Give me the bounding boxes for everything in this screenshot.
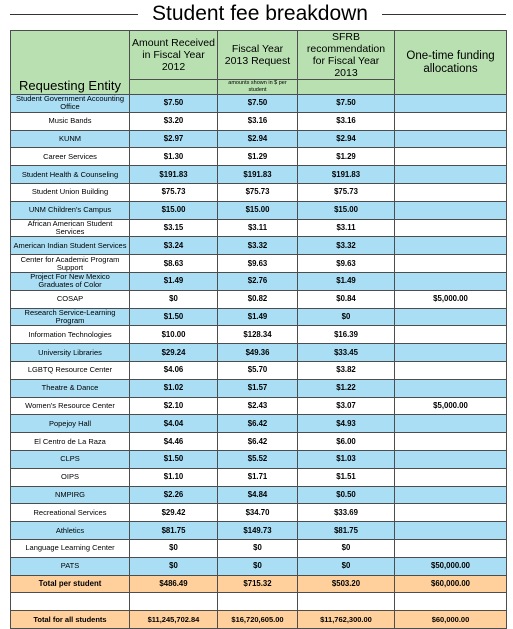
fy2012-cell: $0 bbox=[130, 557, 218, 575]
header-fy2012: Amount Received in Fiscal Year 2012 bbox=[130, 31, 218, 80]
one-time-cell bbox=[395, 95, 507, 113]
header-sfrb: SFRB recommendation for Fiscal Year 2013 bbox=[298, 31, 395, 80]
fy2012-cell: $1.10 bbox=[130, 468, 218, 486]
fy2012-cell: $75.73 bbox=[130, 183, 218, 201]
fy2012-cell: $1.30 bbox=[130, 148, 218, 166]
fy2012-cell: $3.24 bbox=[130, 237, 218, 255]
table-row bbox=[11, 166, 507, 184]
table-row bbox=[11, 219, 507, 237]
entity-cell: COSAP bbox=[11, 290, 130, 308]
table-row bbox=[11, 415, 507, 433]
sfrb-cell: $16.39 bbox=[298, 326, 395, 344]
total-per-student-row bbox=[11, 575, 507, 593]
sfrb-cell: $191.83 bbox=[298, 166, 395, 184]
one-time-cell bbox=[395, 308, 507, 326]
entity-cell: African American Student Services bbox=[11, 219, 130, 237]
one-time-cell bbox=[395, 504, 507, 522]
table-row bbox=[11, 397, 507, 415]
sfrb-cell: $4.93 bbox=[298, 415, 395, 433]
entity-cell: University Libraries bbox=[11, 344, 130, 362]
fy2012-cell: $3.15 bbox=[130, 219, 218, 237]
table-row bbox=[11, 557, 507, 575]
fy2012-cell: $1.02 bbox=[130, 379, 218, 397]
sfrb-cell: $3.32 bbox=[298, 237, 395, 255]
one-time-cell bbox=[395, 468, 507, 486]
fy2013-cell: $2.43 bbox=[218, 397, 298, 415]
fy2013-cell: $4.84 bbox=[218, 486, 298, 504]
entity-cell: LGBTQ Resource Center bbox=[11, 361, 130, 379]
table-row bbox=[11, 237, 507, 255]
fy2013-cell: $2.76 bbox=[218, 272, 298, 290]
fy2012-cell: $15.00 bbox=[130, 201, 218, 219]
fy2012-cell: $191.83 bbox=[130, 166, 218, 184]
sfrb-cell: $3.07 bbox=[298, 397, 395, 415]
spacer-cell bbox=[11, 593, 130, 611]
total-per-student-row-fy2012-cell: $486.49 bbox=[130, 575, 218, 593]
entity-cell: NMPIRG bbox=[11, 486, 130, 504]
fy2013-cell: $1.57 bbox=[218, 379, 298, 397]
sfrb-cell: $0 bbox=[298, 539, 395, 557]
fy2013-cell: $34.70 bbox=[218, 504, 298, 522]
sfrb-cell: $0.50 bbox=[298, 486, 395, 504]
one-time-cell bbox=[395, 237, 507, 255]
header-one-time: One-time funding allocations bbox=[395, 31, 507, 95]
fy2012-cell: $0 bbox=[130, 539, 218, 557]
spacer-cell bbox=[130, 593, 218, 611]
fy2013-cell: $75.73 bbox=[218, 183, 298, 201]
table-row bbox=[11, 308, 507, 326]
entity-cell: KUNM bbox=[11, 130, 130, 148]
one-time-cell bbox=[395, 361, 507, 379]
entity-cell: Language Learning Center bbox=[11, 539, 130, 557]
fy2013-cell: $15.00 bbox=[218, 201, 298, 219]
total-all-students-row bbox=[11, 611, 507, 629]
one-time-cell bbox=[395, 255, 507, 273]
sfrb-cell: $2.94 bbox=[298, 130, 395, 148]
sfrb-cell: $7.50 bbox=[298, 95, 395, 113]
title-bar bbox=[0, 0, 513, 28]
sfrb-cell: $1.51 bbox=[298, 468, 395, 486]
entity-cell: OIPS bbox=[11, 468, 130, 486]
entity-cell: Popejoy Hall bbox=[11, 415, 130, 433]
table-row bbox=[11, 112, 507, 130]
page-title: Student fee breakdown bbox=[152, 2, 368, 25]
entity-cell: Research Service-Learning Program bbox=[11, 308, 130, 326]
fy2013-cell: $1.49 bbox=[218, 308, 298, 326]
sfrb-cell: $1.49 bbox=[298, 272, 395, 290]
total-per-student-row-one-time-cell: $60,000.00 bbox=[395, 575, 507, 593]
entity-cell: Career Services bbox=[11, 148, 130, 166]
fy2012-cell: $10.00 bbox=[130, 326, 218, 344]
title-rule-left bbox=[10, 14, 138, 15]
units-blank bbox=[298, 80, 395, 95]
table-row bbox=[11, 539, 507, 557]
sfrb-cell: $33.45 bbox=[298, 344, 395, 362]
table-row bbox=[11, 361, 507, 379]
table-row bbox=[11, 433, 507, 451]
spacer-cell bbox=[298, 593, 395, 611]
entity-cell: Information Technologies bbox=[11, 326, 130, 344]
spacer-row bbox=[11, 593, 507, 611]
sfrb-cell: $81.75 bbox=[298, 522, 395, 540]
table-row bbox=[11, 468, 507, 486]
one-time-cell bbox=[395, 166, 507, 184]
one-time-cell bbox=[395, 130, 507, 148]
one-time-cell: $5,000.00 bbox=[395, 290, 507, 308]
fy2012-cell: $2.26 bbox=[130, 486, 218, 504]
fy2013-cell: $6.42 bbox=[218, 415, 298, 433]
entity-cell: Athletics bbox=[11, 522, 130, 540]
sfrb-cell: $3.82 bbox=[298, 361, 395, 379]
fy2013-cell: $149.73 bbox=[218, 522, 298, 540]
header-entity: Requesting Entity bbox=[11, 31, 130, 95]
fee-table bbox=[10, 30, 507, 629]
one-time-cell bbox=[395, 522, 507, 540]
spacer-cell bbox=[395, 593, 507, 611]
table-row bbox=[11, 450, 507, 468]
table-row bbox=[11, 183, 507, 201]
fy2012-cell: $1.50 bbox=[130, 308, 218, 326]
one-time-cell bbox=[395, 379, 507, 397]
table-row bbox=[11, 272, 507, 290]
total-all-students-row-fy2012-cell: $11,245,702.84 bbox=[130, 611, 218, 629]
sfrb-cell: $6.00 bbox=[298, 433, 395, 451]
header-row bbox=[11, 31, 507, 80]
table-row bbox=[11, 326, 507, 344]
table-row bbox=[11, 344, 507, 362]
entity-cell: CLPS bbox=[11, 450, 130, 468]
fy2013-cell: $3.16 bbox=[218, 112, 298, 130]
total-all-students-row-label: Total for all students bbox=[11, 611, 130, 629]
one-time-cell bbox=[395, 201, 507, 219]
one-time-cell bbox=[395, 415, 507, 433]
sfrb-cell: $3.11 bbox=[298, 219, 395, 237]
fy2013-cell: $7.50 bbox=[218, 95, 298, 113]
entity-cell: Theatre & Dance bbox=[11, 379, 130, 397]
fy2013-cell: $0 bbox=[218, 557, 298, 575]
entity-cell: Recreational Services bbox=[11, 504, 130, 522]
total-per-student-row-sfrb-cell: $503.20 bbox=[298, 575, 395, 593]
one-time-cell bbox=[395, 433, 507, 451]
sfrb-cell: $1.03 bbox=[298, 450, 395, 468]
one-time-cell: $5,000.00 bbox=[395, 397, 507, 415]
fy2013-cell: $0 bbox=[218, 539, 298, 557]
entity-cell: Student Union Building bbox=[11, 183, 130, 201]
table-row bbox=[11, 504, 507, 522]
fy2013-cell: $2.94 bbox=[218, 130, 298, 148]
sfrb-cell: $9.63 bbox=[298, 255, 395, 273]
fy2013-cell: $128.34 bbox=[218, 326, 298, 344]
title-rule-right bbox=[382, 14, 506, 15]
one-time-cell bbox=[395, 344, 507, 362]
table-row bbox=[11, 522, 507, 540]
sfrb-cell: $0 bbox=[298, 308, 395, 326]
sfrb-cell: $1.22 bbox=[298, 379, 395, 397]
fy2013-cell: $49.36 bbox=[218, 344, 298, 362]
fy2013-cell: $5.70 bbox=[218, 361, 298, 379]
fy2012-cell: $29.24 bbox=[130, 344, 218, 362]
fy2013-cell: $6.42 bbox=[218, 433, 298, 451]
fy2012-cell: $3.20 bbox=[130, 112, 218, 130]
table-row bbox=[11, 148, 507, 166]
one-time-cell: $50,000.00 bbox=[395, 557, 507, 575]
table-row bbox=[11, 130, 507, 148]
one-time-cell bbox=[395, 450, 507, 468]
entity-cell: El Centro de La Raza bbox=[11, 433, 130, 451]
fy2012-cell: $4.04 bbox=[130, 415, 218, 433]
entity-cell: UNM Children's Campus bbox=[11, 201, 130, 219]
header-fy2013-request: Fiscal Year 2013 Request bbox=[218, 31, 298, 80]
entity-cell: American Indian Student Services bbox=[11, 237, 130, 255]
entity-cell: Student Health & Counseling bbox=[11, 166, 130, 184]
one-time-cell bbox=[395, 112, 507, 130]
sfrb-cell: $15.00 bbox=[298, 201, 395, 219]
fy2012-cell: $1.49 bbox=[130, 272, 218, 290]
fy2012-cell: $2.97 bbox=[130, 130, 218, 148]
sfrb-cell: $75.73 bbox=[298, 183, 395, 201]
fy2013-cell: $9.63 bbox=[218, 255, 298, 273]
total-all-students-row-one-time-cell: $60,000.00 bbox=[395, 611, 507, 629]
fy2012-cell: $29.42 bbox=[130, 504, 218, 522]
units-note: amounts shown in $ per student bbox=[218, 80, 298, 95]
table-row bbox=[11, 486, 507, 504]
fy2013-cell: $5.52 bbox=[218, 450, 298, 468]
one-time-cell bbox=[395, 219, 507, 237]
sfrb-cell: $3.16 bbox=[298, 112, 395, 130]
fee-table-body bbox=[11, 95, 507, 629]
entity-cell: Center for Academic Program Support bbox=[11, 255, 130, 273]
total-all-students-row-fy2013-cell: $16,720,605.00 bbox=[218, 611, 298, 629]
table-row bbox=[11, 379, 507, 397]
fy2012-cell: $4.06 bbox=[130, 361, 218, 379]
units-blank bbox=[130, 80, 218, 95]
one-time-cell bbox=[395, 148, 507, 166]
spacer-cell bbox=[218, 593, 298, 611]
fy2013-cell: $1.71 bbox=[218, 468, 298, 486]
entity-cell: PATS bbox=[11, 557, 130, 575]
table-row bbox=[11, 95, 507, 113]
fy2013-cell: $0.82 bbox=[218, 290, 298, 308]
table-row bbox=[11, 201, 507, 219]
fy2012-cell: $0 bbox=[130, 290, 218, 308]
one-time-cell bbox=[395, 486, 507, 504]
sfrb-cell: $0.84 bbox=[298, 290, 395, 308]
fy2012-cell: $4.46 bbox=[130, 433, 218, 451]
fy2013-cell: $3.32 bbox=[218, 237, 298, 255]
fy2012-cell: $7.50 bbox=[130, 95, 218, 113]
fy2013-cell: $3.11 bbox=[218, 219, 298, 237]
total-all-students-row-sfrb-cell: $11,762,300.00 bbox=[298, 611, 395, 629]
sfrb-cell: $0 bbox=[298, 557, 395, 575]
entity-cell: Project For New Mexico Graduates of Color bbox=[11, 272, 130, 290]
entity-cell: Music Bands bbox=[11, 112, 130, 130]
one-time-cell bbox=[395, 183, 507, 201]
fy2013-cell: $1.29 bbox=[218, 148, 298, 166]
fy2012-cell: $1.50 bbox=[130, 450, 218, 468]
total-per-student-row-fy2013-cell: $715.32 bbox=[218, 575, 298, 593]
fy2012-cell: $2.10 bbox=[130, 397, 218, 415]
one-time-cell bbox=[395, 272, 507, 290]
entity-cell: Women's Resource Center bbox=[11, 397, 130, 415]
fy2012-cell: $81.75 bbox=[130, 522, 218, 540]
one-time-cell bbox=[395, 326, 507, 344]
fy2012-cell: $8.63 bbox=[130, 255, 218, 273]
sfrb-cell: $33.69 bbox=[298, 504, 395, 522]
total-per-student-row-label: Total per student bbox=[11, 575, 130, 593]
table-row bbox=[11, 255, 507, 273]
fy2013-cell: $191.83 bbox=[218, 166, 298, 184]
one-time-cell bbox=[395, 539, 507, 557]
sfrb-cell: $1.29 bbox=[298, 148, 395, 166]
table-row bbox=[11, 290, 507, 308]
entity-cell: Student Government Accounting Office bbox=[11, 95, 130, 113]
